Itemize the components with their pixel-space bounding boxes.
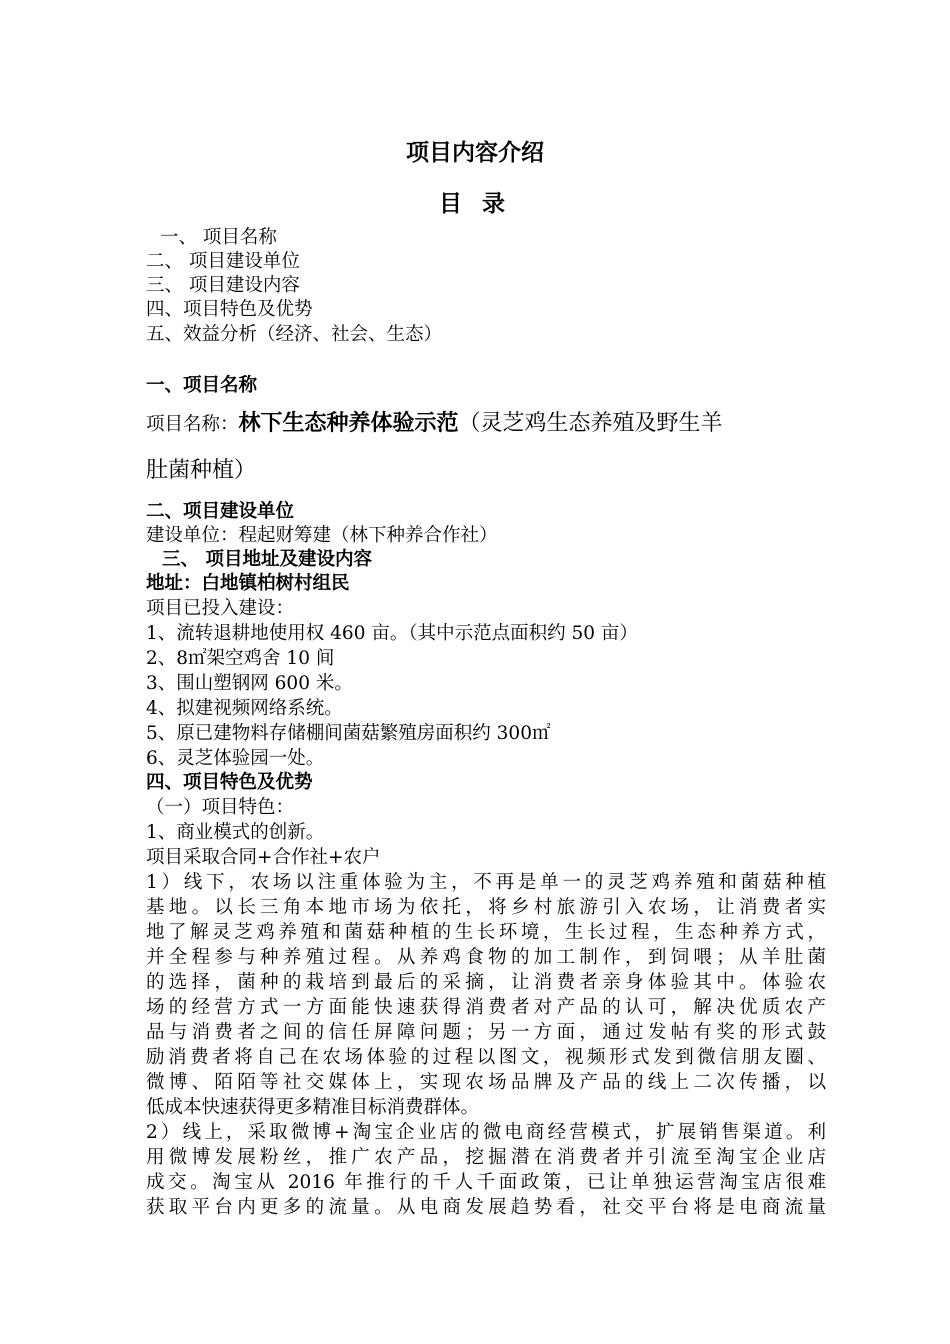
list-item: 3、围山塑钢网 600 米。 (146, 673, 353, 694)
toc-title: 目 录 (438, 191, 511, 217)
section-heading: 四、项目特色及优势 (146, 772, 313, 793)
paragraph-line: 场的经营方式一方面能快速获得消费者对产品的认可，解决优质农产 (146, 997, 826, 1018)
list-item: 5、原已建物料存储棚间菌菇繁殖房面积约 300㎡ (146, 723, 551, 744)
paragraph-line: 的选择，菌种的栽培到最后的采摘，让消费者亲身体验其中。体验农 (146, 972, 826, 993)
paragraph-line: 成交。淘宝从 2016 年推行的千人千面政策，已让单独运营淘宝店很难 (146, 1172, 826, 1193)
paragraph-line: 品与消费者之间的信任屏障问题；另一方面，通过发帖有奖的形式鼓 (146, 1022, 826, 1043)
paragraph-line: 低成本快速获得更多精准目标消费群体。 (146, 1097, 480, 1118)
toc-item: 三、 项目建设内容 (146, 275, 300, 296)
list-item: 1、流转退耕地使用权 460 亩。（其中示范点面积约 50 亩） (146, 623, 638, 644)
toc-item: 二、 项目建设单位 (146, 251, 300, 272)
project-name-label: 项目名称： (146, 414, 239, 435)
paragraph-line: 励消费者将自己在农场体验的过程以图文，视频形式发到微信朋友圈、 (146, 1047, 826, 1068)
section-heading: 一、项目名称 (146, 375, 258, 396)
toc-item: 一、 项目名称 (160, 227, 277, 248)
list-item: 6、灵芝体验园一处。 (146, 748, 325, 769)
toc-item: 四、项目特色及优势 (146, 299, 313, 320)
list-item: 2、8㎡架空鸡舍 10 间 (146, 648, 335, 669)
point-title: 1、商业模式的创新。 (146, 822, 325, 843)
paragraph-line: 2）线上，采取微博+淘宝企业店的微电商经营模式，扩展销售渠道。利 (146, 1122, 826, 1143)
paragraph-line: 获取平台内更多的流量。从电商发展趋势看，社交平台将是电商流量 (146, 1197, 826, 1218)
address: 地址：白地镇柏树村组民 (146, 573, 350, 594)
paragraph-line: 地了解灵芝鸡养殖和菌菇种植的生长环境，生长过程，生态种养方式， (146, 922, 826, 943)
business-model: 项目采取合同+合作社+农户 (146, 847, 381, 868)
list-item: 4、拟建视频网络系统。 (146, 698, 343, 719)
paragraph-line: 用微博发展粉丝，推广农产品，挖掘潜在消费者并引流至淘宝企业店 (146, 1147, 826, 1168)
invested-label: 项目已投入建设： (146, 598, 295, 619)
paragraph-line: 微博、陌陌等社交媒体上，实现农场品牌及产品的线上二次传播，以 (146, 1072, 826, 1093)
section-heading: 二、项目建设单位 (146, 501, 295, 522)
section-heading: 三、 项目地址及建设内容 (162, 549, 372, 570)
subheading: （一）项目特色： (146, 797, 295, 818)
toc-item: 五、效益分析（经济、社会、生态） (146, 324, 443, 345)
project-name-line (146, 409, 826, 440)
paragraph-line: 并全程参与种养殖过程。从养鸡食物的加工制作，到饲喂；从羊肚菌 (146, 947, 826, 968)
paragraph-line: 1）线下，农场以注重体验为主，不再是单一的灵芝鸡养殖和菌菇种植 (146, 872, 826, 893)
paragraph-line: 基地。以长三角本地市场为依托，将乡村旅游引入农场，让消费者实 (146, 897, 826, 918)
project-name-line-2: 肚菌种植） (146, 458, 257, 483)
document-title: 项目内容介绍 (406, 140, 544, 166)
project-name-bold: 林下生态种养体验示范 (238, 411, 459, 436)
project-name-rest: （灵芝鸡生态养殖及野生羊 (458, 411, 723, 436)
construction-unit: 建设单位：程起财筹建（林下种养合作社） (146, 525, 498, 546)
